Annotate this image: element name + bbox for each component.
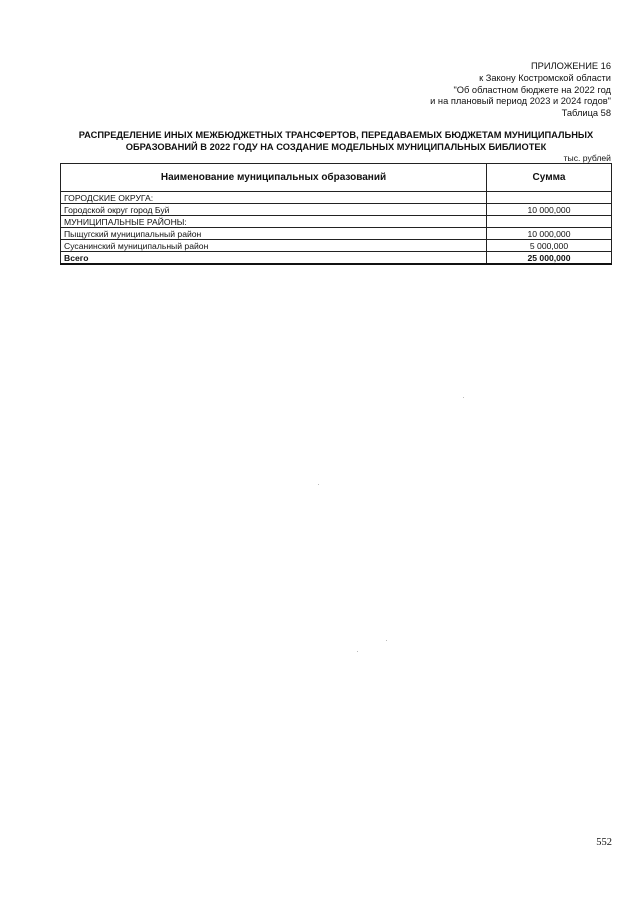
total-name: Всего bbox=[61, 252, 487, 265]
scan-speck bbox=[463, 397, 464, 398]
page-number: 552 bbox=[596, 837, 612, 848]
document-title bbox=[60, 129, 612, 153]
table-header-row bbox=[61, 164, 612, 192]
units-label: тыс. рублей bbox=[563, 153, 611, 163]
row-amount: 10 000,000 bbox=[487, 204, 612, 216]
table-row bbox=[61, 192, 612, 204]
appendix-header bbox=[311, 61, 611, 120]
row-name: ГОРОДСКИЕ ОКРУГА: bbox=[61, 192, 487, 204]
appendix-law-ref: к Закону Костромской области bbox=[479, 72, 611, 83]
document-title-line-2: ОБРАЗОВАНИЙ В 2022 ГОДУ НА СОЗДАНИЕ МОДЕЛЬНЫХ МУНИЦИПАЛЬНЫХ БИБЛИОТЕК bbox=[125, 142, 547, 152]
column-header-name: Наименование муниципальных образований bbox=[61, 164, 487, 192]
document-title-line-1: РАСПРЕДЕЛЕНИЕ ИНЫХ МЕЖБЮДЖЕТНЫХ ТРАНСФЕРТОВ, ПЕРЕДАВАЕМЫХ БЮДЖЕТАМ МУНИЦИПАЛЬНЫХ bbox=[78, 130, 594, 140]
row-amount: 5 000,000 bbox=[487, 240, 612, 252]
table-row bbox=[61, 204, 612, 216]
appendix-law-title: "Об областном бюджете на 2022 год bbox=[453, 84, 611, 95]
row-name: МУНИЦИПАЛЬНЫЕ РАЙОНЫ: bbox=[61, 216, 487, 228]
column-header-amount: Сумма bbox=[487, 164, 612, 192]
scan-speck bbox=[357, 651, 358, 652]
table-row bbox=[61, 228, 612, 240]
row-name: Сусанинский муниципальный район bbox=[61, 240, 487, 252]
table-total-row bbox=[61, 252, 612, 265]
table-row bbox=[61, 216, 612, 228]
row-name: Городской округ город Буй bbox=[61, 204, 487, 216]
scan-speck bbox=[318, 484, 319, 485]
scan-speck bbox=[386, 640, 387, 641]
row-name: Пыщугский муниципальный район bbox=[61, 228, 487, 240]
total-amount: 25 000,000 bbox=[487, 252, 612, 265]
row-amount bbox=[487, 216, 612, 228]
appendix-period: и на плановый период 2023 и 2024 годов" bbox=[430, 96, 611, 107]
row-amount bbox=[487, 192, 612, 204]
table-row bbox=[61, 240, 612, 252]
distribution-table bbox=[60, 163, 612, 265]
row-amount: 10 000,000 bbox=[487, 228, 612, 240]
appendix-number: ПРИЛОЖЕНИЕ 16 bbox=[531, 61, 611, 71]
table-number: Таблица 58 bbox=[561, 108, 611, 119]
